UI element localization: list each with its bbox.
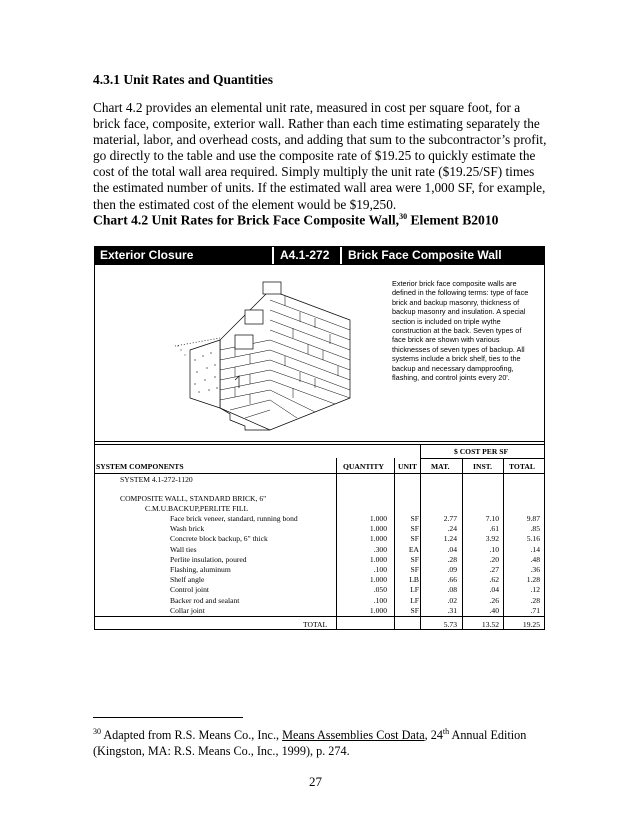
brick-wall-illustration (175, 280, 385, 435)
row-label: Face brick veneer, standard, running bond (170, 514, 298, 523)
row-quantity: 1.000 (369, 554, 387, 564)
row-label: Control joint (170, 585, 210, 595)
row-unit: SF (410, 565, 419, 574)
row-total: 1.28 (526, 575, 540, 585)
row-quantity: .100 (373, 565, 387, 574)
row-unit: LF (410, 595, 419, 605)
row-inst: .61 (489, 524, 499, 534)
header-code: A4.1-272 (274, 246, 340, 264)
section-heading: 4.3.1 Unit Rates and Quantities (93, 72, 274, 87)
row-unit: EA (408, 544, 419, 554)
row-mat: .09 (447, 565, 457, 574)
row-total: .48 (530, 554, 540, 564)
row-unit: LF (410, 585, 419, 595)
total-rule (94, 616, 545, 617)
row-inst: .26 (489, 595, 499, 605)
col-header-quantity: QUANTITY (343, 462, 384, 471)
col-divider-inst (462, 458, 463, 630)
row-mat: .31 (447, 605, 457, 615)
col-header-components: SYSTEM COMPONENTS (96, 462, 184, 471)
row-inst: 3.92 (485, 534, 499, 544)
chart-title: Chart 4.2 Unit Rates for Brick Face Composite Wall,$^{30}$ Element B2010 (93, 212, 499, 228)
header-bottom-rule (94, 473, 545, 474)
row-quantity: 1.000 (369, 534, 387, 544)
row-total: 9.87 (526, 514, 540, 523)
row-label: Collar joint (170, 605, 205, 615)
row-unit: LB (409, 575, 419, 585)
row-total: .71 (530, 605, 540, 615)
row-unit: SF (410, 554, 419, 564)
col-header-mat: MAT. (431, 462, 450, 471)
col-divider-unit (394, 458, 395, 630)
row-mat: .28 (447, 554, 457, 564)
row-quantity: 1.000 (369, 605, 387, 615)
header-name: Brick Face Composite Wall (342, 246, 545, 264)
row-inst: .27 (489, 565, 499, 574)
row-quantity: .100 (373, 595, 387, 605)
row-label: Concrete block backup, 6" thick (170, 534, 268, 544)
row-mat: .08 (447, 585, 457, 595)
footnote-ref[interactable]: 30 (399, 212, 408, 221)
row-total: .85 (530, 524, 540, 534)
row-label: Backer rod and sealant (170, 595, 240, 605)
row-unit: SF (410, 524, 419, 534)
col-divider-total (503, 458, 504, 630)
cost-group-header: $ COST PER SF (454, 447, 509, 456)
row-unit: SF (410, 605, 419, 615)
row-mat: .02 (447, 595, 457, 605)
row-quantity: 1.000 (369, 524, 387, 534)
row-mat: .24 (447, 524, 457, 534)
system-name-line-2: C.M.U.BACKUP,PERLITE FILL (145, 504, 249, 513)
col-header-inst: INST. (473, 462, 493, 471)
system-id: SYSTEM 4.1-272-1120 (120, 475, 193, 484)
total-mat: 5.73 (443, 620, 457, 629)
row-label: Wash brick (170, 524, 205, 534)
row-label: Shelf angle (170, 575, 205, 585)
row-mat: .04 (447, 544, 457, 554)
row-quantity: .050 (373, 585, 387, 595)
col-divider-mat (420, 444, 421, 630)
row-inst: .40 (489, 605, 499, 615)
row-inst: .10 (489, 544, 499, 554)
cost-group-rule (420, 458, 545, 459)
total-total: 19.25 (522, 620, 540, 629)
row-mat: 2.77 (443, 514, 457, 523)
source-title: Means Assemblies Cost Data (282, 728, 425, 743)
col-header-total: TOTAL (509, 462, 535, 471)
system-name-line-1: COMPOSITE WALL, STANDARD BRICK, 6" (120, 494, 267, 503)
row-inst: .04 (489, 585, 499, 595)
row-inst: .20 (489, 554, 499, 564)
assembly-description: Exterior brick face composite walls are defined in the following terms: type of face brick and backup masonry, thickness of backup masonry and insulation. A special section is included on triple wythe construction at the back. Seven types of face brick are shown with various thicknesses of seven types of backup. All systems include a brick shelf, ties to the backup and necessary dampproofing, flashing, and control joints every 20'. (392, 279, 529, 383)
total-inst: 13.52 (481, 620, 499, 629)
chart-header-bar (94, 246, 545, 264)
col-divider-qty (336, 458, 337, 630)
footnote-separator (93, 717, 243, 718)
intro-paragraph: Chart 4.2 provides an elemental unit rate, measured in cost per square foot, for a brick face, composite, exterior wall. Rather than each time estimating separately the material, labor, and overhead costs, and adding that sum to the subcontractor’s profit, go directly to the table and use the composite rate of $19.25 to quickly estimate the cost of the total wall area required. Simply multiply the unit rate ($19.25/SF) times the estimated number of units. If the estimated wall area were 1,000 SF, for example, then the estimated cost of the element would be $19,250. (93, 100, 547, 212)
row-total: .36 (530, 565, 540, 574)
row-inst: .62 (489, 575, 499, 585)
row-label: Flashing, aluminum (170, 565, 231, 574)
footnote: $^{30}$ Adapted from R.S. Means Co., Inc., Means Assemblies Cost Data, 24th Annual Edition (Kingston, MA: R.S. Means Co., Inc., 1999), p. 274. (93, 727, 527, 758)
row-unit: SF (410, 534, 419, 544)
row-inst: 7.10 (485, 514, 499, 523)
header-category: Exterior Closure (94, 246, 272, 264)
row-total: .28 (530, 595, 540, 605)
row-label: Perlite insulation, poured (170, 554, 247, 564)
header-rule (94, 264, 545, 265)
col-header-unit: UNIT (398, 462, 417, 471)
row-total: 5.16 (526, 534, 540, 544)
row-unit: SF (410, 514, 419, 523)
row-quantity: .300 (373, 544, 387, 554)
row-label: Wall ties (170, 544, 197, 554)
table-top-rule-2 (94, 444, 545, 445)
row-quantity: 1.000 (369, 575, 387, 585)
row-mat: 1.24 (443, 534, 457, 544)
page-number: 27 (309, 774, 322, 789)
row-quantity: 1.000 (369, 514, 387, 523)
row-total: .12 (530, 585, 540, 595)
total-label: TOTAL (303, 620, 328, 629)
row-mat: .66 (447, 575, 457, 585)
table-top-rule (94, 441, 545, 442)
row-total: .14 (530, 544, 540, 554)
